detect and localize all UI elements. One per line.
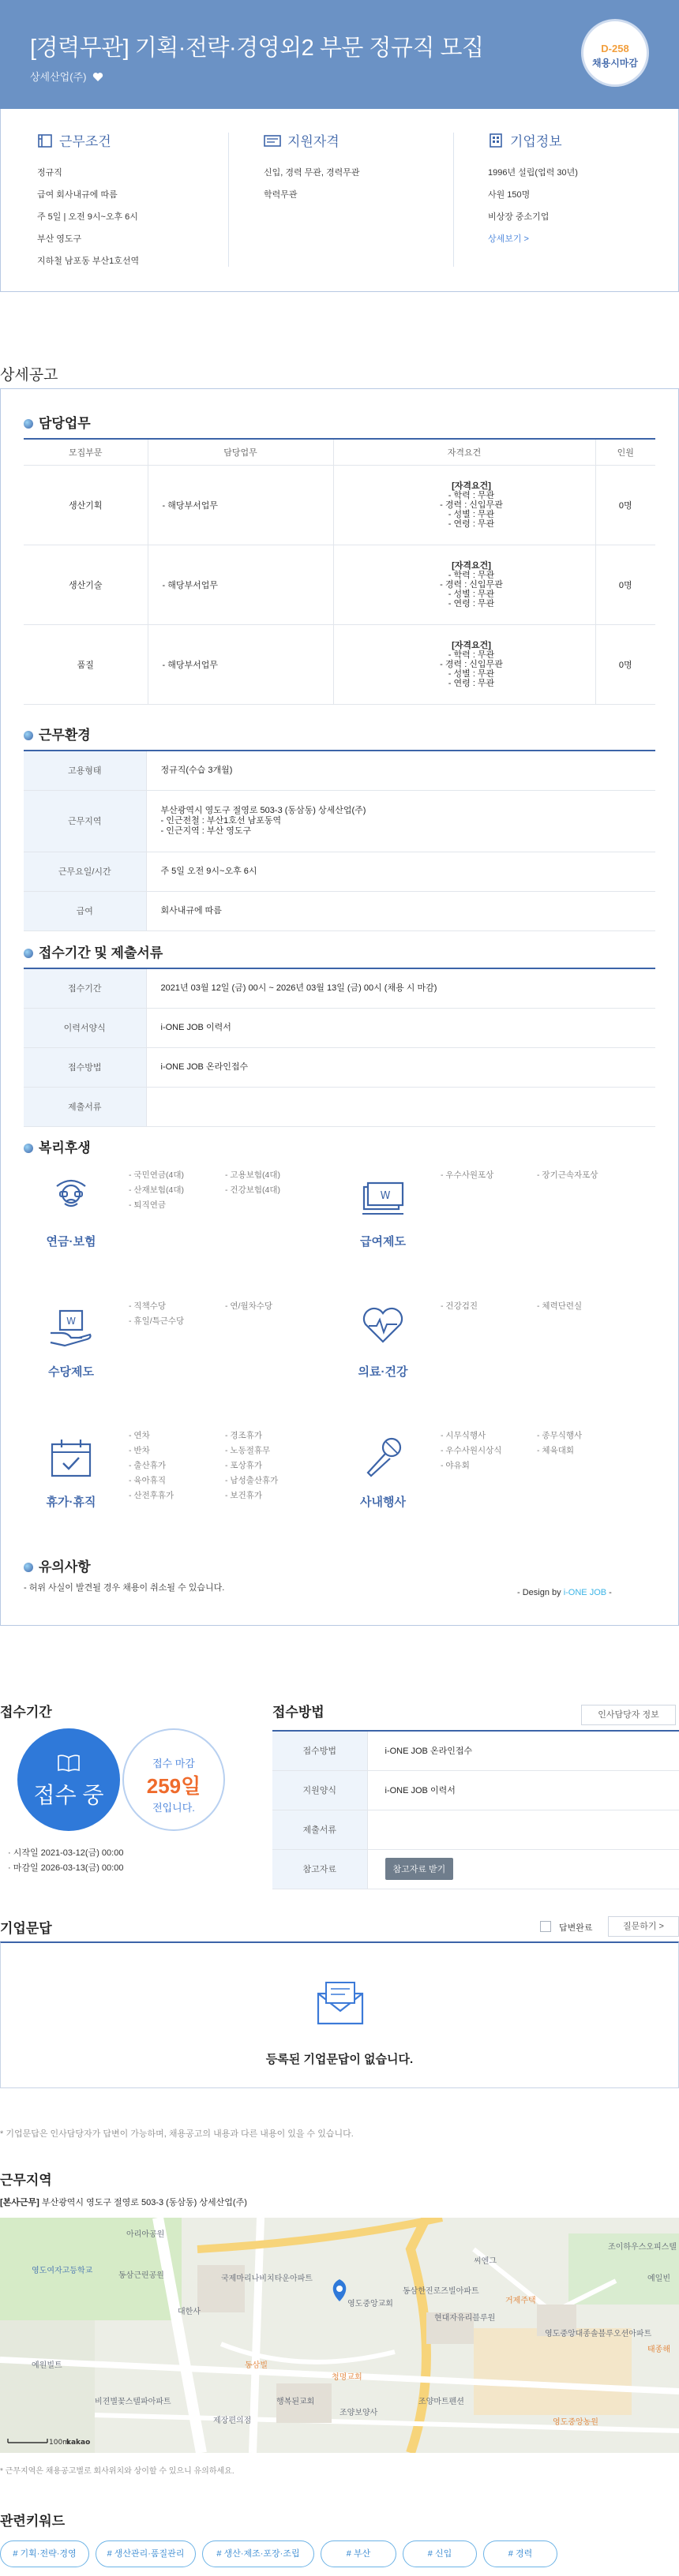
qual-line: - 경력 : 신입무관 <box>440 579 503 590</box>
benefit-group-name: 급여제도 <box>360 1235 406 1249</box>
map-label: 영도중앙교회 <box>347 2300 393 2308</box>
table-row <box>24 1087 655 1126</box>
map-label: 동삼근린공원 <box>118 2271 164 2280</box>
divider <box>453 133 454 267</box>
company-name[interactable]: 상세산업(주) <box>30 71 87 83</box>
benefit-list <box>441 1168 537 1183</box>
qual-line: - 성별 : 무관 <box>448 668 495 679</box>
duties-title: 담당업무 <box>39 416 91 431</box>
row-value: i-ONE JOB 이력서 <box>367 1770 679 1810</box>
benefit-group-name: 사내행사 <box>360 1496 406 1509</box>
benefit-item: - 야유회 <box>441 1458 537 1473</box>
book-icon <box>57 1754 81 1773</box>
answered-checkbox[interactable] <box>540 1921 551 1932</box>
bullet-icon <box>24 949 33 958</box>
envelope-icon <box>315 1979 366 2028</box>
qual-line: - 학력 : 무관 <box>448 570 495 580</box>
answered-label: 답변완료 <box>559 1923 593 1933</box>
row-value: i-ONE JOB 이력서 <box>146 1008 655 1047</box>
health-icon <box>359 1304 407 1347</box>
divider <box>228 133 229 267</box>
design-suffix: - <box>606 1588 612 1597</box>
environment-title: 근무환경 <box>39 728 91 743</box>
benefit-list <box>537 1299 633 1314</box>
map-label: 영도중앙대종솔블루오션아파트 <box>545 2330 652 2338</box>
map-label: 청명교회 <box>332 2373 362 2382</box>
benefit-item: - 연차 <box>129 1428 225 1443</box>
table-row <box>24 852 655 891</box>
company-info-column <box>488 133 679 245</box>
bullet-icon <box>24 419 33 429</box>
benefit-item: - 포상휴가 <box>225 1458 321 1473</box>
method-title: 접수방법 <box>272 1705 324 1720</box>
location-map[interactable] <box>0 2218 679 2453</box>
svg-text:W: W <box>66 1316 76 1327</box>
address-prefix: [본사근무] <box>0 2198 39 2207</box>
scale-label: 100m <box>49 2439 69 2447</box>
row-label: 접수방법 <box>272 1731 367 1770</box>
job-title: [경력무관] 기획·전략·경영외2 부문 정규직 모집 <box>30 36 484 61</box>
benefit-group-name: 연금·보험 <box>46 1235 96 1249</box>
qual-label: [자격요건] <box>452 560 491 571</box>
row-label: 제출서류 <box>272 1810 367 1849</box>
qual-line: - 학력 : 무관 <box>448 650 495 660</box>
map-label: 행복된교회 <box>276 2398 315 2406</box>
benefits-heading <box>24 1136 91 1156</box>
benefit-list <box>537 1168 633 1183</box>
row-value: 2021년 03월 12일 (금) 00시 ~ 2026년 03월 13일 (금) 00시 (채용 시 마감) <box>146 968 655 1008</box>
qual-line: - 경력 : 신입무관 <box>440 500 503 510</box>
column-header: 자격요건 <box>333 439 595 465</box>
benefit-item: - 보건휴가 <box>225 1488 321 1503</box>
table-row <box>24 968 655 1008</box>
building-icon <box>37 133 53 148</box>
row-value <box>367 1849 679 1889</box>
count-cell: 0명 <box>595 545 655 624</box>
keyword-tag[interactable]: # 생산·제조·포장·조립 <box>202 2540 314 2567</box>
benefit-item: - 출산휴가 <box>129 1458 225 1473</box>
founded: 1996년 설립(업력 30년) <box>488 168 578 178</box>
duties-heading <box>24 412 91 432</box>
benefit-list <box>129 1428 225 1503</box>
benefit-item: - 체육대회 <box>537 1443 633 1458</box>
bullet-icon <box>24 731 33 740</box>
qualifications-column <box>264 133 477 210</box>
conditions-title: 근무조건 <box>59 134 111 149</box>
keyword-tag[interactable]: # 생산관리·품질관리 <box>96 2540 196 2567</box>
duties-table <box>24 438 655 705</box>
allowance-icon <box>47 1306 95 1350</box>
dept-cell: 생산기술 <box>24 545 148 624</box>
benefit-item: - 우수사원포상 <box>441 1168 537 1183</box>
benefit-item: - 산전후휴가 <box>129 1488 225 1503</box>
pension-icon <box>47 1172 95 1219</box>
count-cell: 0명 <box>595 465 655 545</box>
dday-badge <box>581 19 649 87</box>
id-card-icon <box>264 133 281 148</box>
benefit-list <box>225 1168 321 1198</box>
work-hours: 주 5일 | 오전 9시~오후 6시 <box>37 212 138 222</box>
qualifications-heading <box>264 133 477 152</box>
application-heading <box>24 942 163 961</box>
row-label: 고용형태 <box>24 751 146 790</box>
office-building-icon <box>488 133 504 148</box>
qa-empty-message: 등록된 기업문답이 없습니다. <box>265 2053 414 2066</box>
map-label: 예원빌트 <box>32 2361 62 2370</box>
benefit-group-name: 수당제도 <box>48 1365 94 1379</box>
row-value: 회사내규에 따름 <box>146 891 655 930</box>
conditions-heading <box>37 133 250 152</box>
location-note: * 근무지역은 채용공고별로 회사위치와 상이할 수 있으니 유의하세요. <box>0 2467 234 2476</box>
table-row <box>272 1770 679 1810</box>
qual-cell <box>333 624 595 704</box>
keyword-tag[interactable]: # 부산 <box>321 2540 396 2567</box>
row-value: 주 5일 오전 9시~오후 6시 <box>146 852 655 891</box>
download-reference-button[interactable]: 참고자료 받기 <box>385 1858 454 1880</box>
column-header: 인원 <box>595 439 655 465</box>
keyword-tag[interactable]: # 경력 <box>483 2540 557 2567</box>
detail-heading: 상세공고 <box>0 367 58 384</box>
benefit-list <box>537 1428 633 1458</box>
period-title: 접수기간 <box>0 1705 52 1720</box>
map-label: 씨엔그 <box>474 2257 497 2266</box>
map-label: 조양보양사 <box>340 2409 378 2417</box>
address-text: 부산광역시 영도구 절영로 503-3 (동삼동) 상세산업(주) <box>39 2198 247 2207</box>
row-value: 정규직(수습 3개월) <box>146 751 655 790</box>
benefit-list <box>129 1168 225 1213</box>
subway: 지하철 남포동 부산1호선역 <box>37 256 140 266</box>
job-header <box>0 0 679 109</box>
qual-cell <box>333 545 595 624</box>
company-detail-link[interactable]: 상세보기 > <box>488 234 529 244</box>
qual-cell <box>333 465 595 545</box>
benefit-list <box>225 1428 321 1503</box>
benefit-item: - 산재보험(4대) <box>129 1183 225 1198</box>
benefit-item: - 종무식행사 <box>537 1428 633 1443</box>
notes-title: 유의사항 <box>39 1559 91 1574</box>
keyword-tag[interactable]: # 기획·전략·경영 <box>0 2540 89 2567</box>
qual-label: [자격요건] <box>452 640 491 650</box>
start-date: · 시작일 2021-03-12(금) 00:00 <box>8 1848 124 1858</box>
hr-info-button[interactable]: 인사담당자 정보 <box>581 1705 676 1725</box>
summary-panel <box>0 109 679 292</box>
table-row <box>24 1047 655 1087</box>
qual-line: - 연령 : 무관 <box>448 519 495 529</box>
table-row <box>24 465 655 545</box>
column-header: 담당업무 <box>148 439 333 465</box>
salary: 급여 회사내규에 따름 <box>37 190 118 200</box>
row-label: 이력서양식 <box>24 1008 146 1047</box>
qual-line: - 학력 : 무관 <box>448 490 495 500</box>
company-info-title: 기업정보 <box>510 134 562 149</box>
benefit-item: - 육아휴직 <box>129 1473 225 1488</box>
career-requirement: 신입, 경력 무관, 경력무관 <box>264 168 360 178</box>
employment-type: 정규직 <box>37 168 62 178</box>
dday-label: 채용시마감 <box>592 58 638 69</box>
row-label: 제출서류 <box>24 1087 146 1126</box>
benefit-item: - 건강검진 <box>441 1299 537 1314</box>
status-text: 접수 중 <box>33 1783 104 1807</box>
map-label: 아리아공원 <box>126 2230 165 2239</box>
benefit-item: - 건강보험(4대) <box>225 1183 321 1198</box>
benefit-group-name: 의료·건강 <box>358 1365 408 1379</box>
benefit-item: - 휴일/특근수당 <box>129 1314 225 1329</box>
benefit-item: - 남성출산휴가 <box>225 1473 321 1488</box>
method-table <box>272 1730 679 1889</box>
map-brand: kakao <box>66 2439 91 2447</box>
application-title: 접수기간 및 제출서류 <box>39 945 163 960</box>
calendar-icon <box>49 1436 93 1481</box>
location-title: 근무지역 <box>0 2173 52 2188</box>
table-row <box>24 545 655 624</box>
qual-line: - 연령 : 무관 <box>448 678 495 688</box>
keyword-tag[interactable]: # 신입 <box>403 2540 477 2567</box>
dept-cell: 생산기획 <box>24 465 148 545</box>
address-row <box>0 2196 247 2208</box>
map-label: 조이하우스오피스텔 <box>608 2243 677 2252</box>
company-name-row <box>30 69 103 84</box>
table-row <box>24 624 655 704</box>
environment-table <box>24 750 655 931</box>
environment-heading <box>24 724 91 743</box>
row-value <box>367 1810 679 1849</box>
qa-note: * 기업문답은 인사담당자가 답변이 가능하며, 채용공고의 내용과 다른 내용이 있을 수 있습니다. <box>0 2129 354 2139</box>
benefit-item: - 직책수당 <box>129 1299 225 1314</box>
benefit-item: - 노동절휴무 <box>225 1443 321 1458</box>
days-left: 259일 <box>146 1774 201 1798</box>
qual-line: - 성별 : 무관 <box>448 509 495 519</box>
microphone-icon <box>362 1435 406 1479</box>
address-line: - 인근지역 : 부산 영도구 <box>160 826 252 836</box>
work-region: 부산 영도구 <box>37 234 82 244</box>
benefit-item: - 장기근속자포상 <box>537 1168 633 1183</box>
qualifications-title: 지원자격 <box>287 134 340 149</box>
bullet-icon <box>24 1144 33 1153</box>
days-suffix: 전입니다. <box>152 1802 195 1814</box>
benefit-item: - 우수사원시상식 <box>441 1443 537 1458</box>
conditions-column <box>37 133 250 276</box>
benefit-list <box>441 1428 537 1473</box>
map-label: 태종해 <box>647 2346 670 2354</box>
notes-text: - 허위 사실이 발견될 경우 채용이 취소될 수 있습니다. <box>24 1583 225 1593</box>
dday-count: D-258 <box>601 43 629 54</box>
map-label: 영도중앙농원 <box>553 2418 598 2427</box>
map-label: 현대자유리블루원 <box>434 2314 496 2323</box>
benefit-item: - 경조휴가 <box>225 1428 321 1443</box>
task-cell: - 해당부서업무 <box>148 545 333 624</box>
dept-cell: 품질 <box>24 624 148 704</box>
heart-icon[interactable] <box>92 72 103 82</box>
notes-heading <box>24 1556 91 1575</box>
deadline-circle <box>122 1728 225 1831</box>
table-row <box>24 1008 655 1047</box>
row-label: 지원양식 <box>272 1770 367 1810</box>
svg-text:W: W <box>380 1190 391 1202</box>
row-label: 근무요일/시간 <box>24 852 146 891</box>
map-label: 대한사 <box>178 2308 201 2316</box>
qa-title: 기업문답 <box>0 1921 52 1936</box>
benefit-list <box>225 1299 321 1314</box>
application-table <box>24 968 655 1127</box>
map-label: 거제주택 <box>505 2297 536 2305</box>
qual-label: [자격요건] <box>452 481 491 491</box>
bullet-icon <box>24 1563 33 1572</box>
keywords-title: 관련키워드 <box>0 2514 66 2529</box>
benefit-item: - 체력단련실 <box>537 1299 633 1314</box>
table-row <box>272 1731 679 1770</box>
table-row <box>272 1810 679 1849</box>
map-label: 비젼별꽃스텔파아파트 <box>95 2398 171 2406</box>
benefit-list <box>441 1299 537 1314</box>
deadline-label: 접수 마감 <box>152 1758 195 1769</box>
benefit-item: - 퇴직연금 <box>129 1198 225 1213</box>
benefits-title: 복리후생 <box>39 1140 91 1155</box>
map-label: 예일빈 <box>647 2275 670 2283</box>
map-canvas[interactable] <box>0 2218 679 2453</box>
salary-icon <box>359 1176 407 1219</box>
count-cell: 0명 <box>595 624 655 704</box>
qual-line: - 연령 : 무관 <box>448 598 495 608</box>
row-label: 급여 <box>24 891 146 930</box>
table-row <box>272 1849 679 1889</box>
map-label: 동삼한진로즈빌아파트 <box>403 2287 479 2296</box>
map-label: 국제마리나비치타운아파트 <box>221 2275 313 2283</box>
row-label: 접수방법 <box>24 1047 146 1087</box>
benefit-group-name: 휴가·휴직 <box>46 1496 96 1509</box>
end-date: · 마감일 2026-03-13(금) 00:00 <box>8 1863 124 1873</box>
row-label: 참고자료 <box>272 1849 367 1889</box>
column-header: 모집부문 <box>24 439 148 465</box>
address-line: 부산광역시 영도구 절영로 503-3 (동삼동) 상세산업(주) <box>160 805 366 815</box>
address-line: - 인근전철 : 부산1호선 남포동역 <box>160 815 282 826</box>
map-label: 조양마트펜션 <box>418 2398 464 2406</box>
benefit-item: - 시무식행사 <box>441 1428 537 1443</box>
company-type: 비상장 중소기업 <box>488 212 550 222</box>
ask-question-button[interactable]: 질문하기 > <box>608 1916 679 1937</box>
benefit-item: - 연/월차수당 <box>225 1299 321 1314</box>
benefit-item: - 반차 <box>129 1443 225 1458</box>
status-circle <box>17 1728 120 1831</box>
benefit-item: - 국민연금(4대) <box>129 1168 225 1183</box>
row-value <box>146 790 655 852</box>
row-value <box>146 1087 655 1126</box>
task-cell: - 해당부서업무 <box>148 624 333 704</box>
map-label: 동삼빌 <box>245 2361 268 2370</box>
design-credit <box>517 1588 612 1597</box>
row-value: i-ONE JOB 온라인접수 <box>146 1047 655 1087</box>
benefit-list <box>129 1299 225 1329</box>
design-brand: i-ONE JOB <box>563 1588 607 1597</box>
table-row <box>24 891 655 930</box>
employee-count: 사원 150명 <box>488 190 531 200</box>
benefit-item: - 고용보험(4대) <box>225 1168 321 1183</box>
map-label: 영도여자고등학교 <box>32 2267 93 2275</box>
design-prefix: - Design by <box>517 1588 564 1597</box>
row-label: 근무지역 <box>24 790 146 852</box>
table-row <box>24 751 655 790</box>
table-row <box>24 790 655 852</box>
education-requirement: 학력무관 <box>264 190 298 200</box>
row-label: 접수기간 <box>24 968 146 1008</box>
qual-line: - 성별 : 무관 <box>448 589 495 599</box>
task-cell: - 해당부서업무 <box>148 465 333 545</box>
company-info-heading <box>488 133 679 152</box>
qual-line: - 경력 : 신입무관 <box>440 659 503 669</box>
row-value: i-ONE JOB 온라인접수 <box>367 1731 679 1770</box>
map-label: 제장편의점 <box>213 2417 252 2425</box>
